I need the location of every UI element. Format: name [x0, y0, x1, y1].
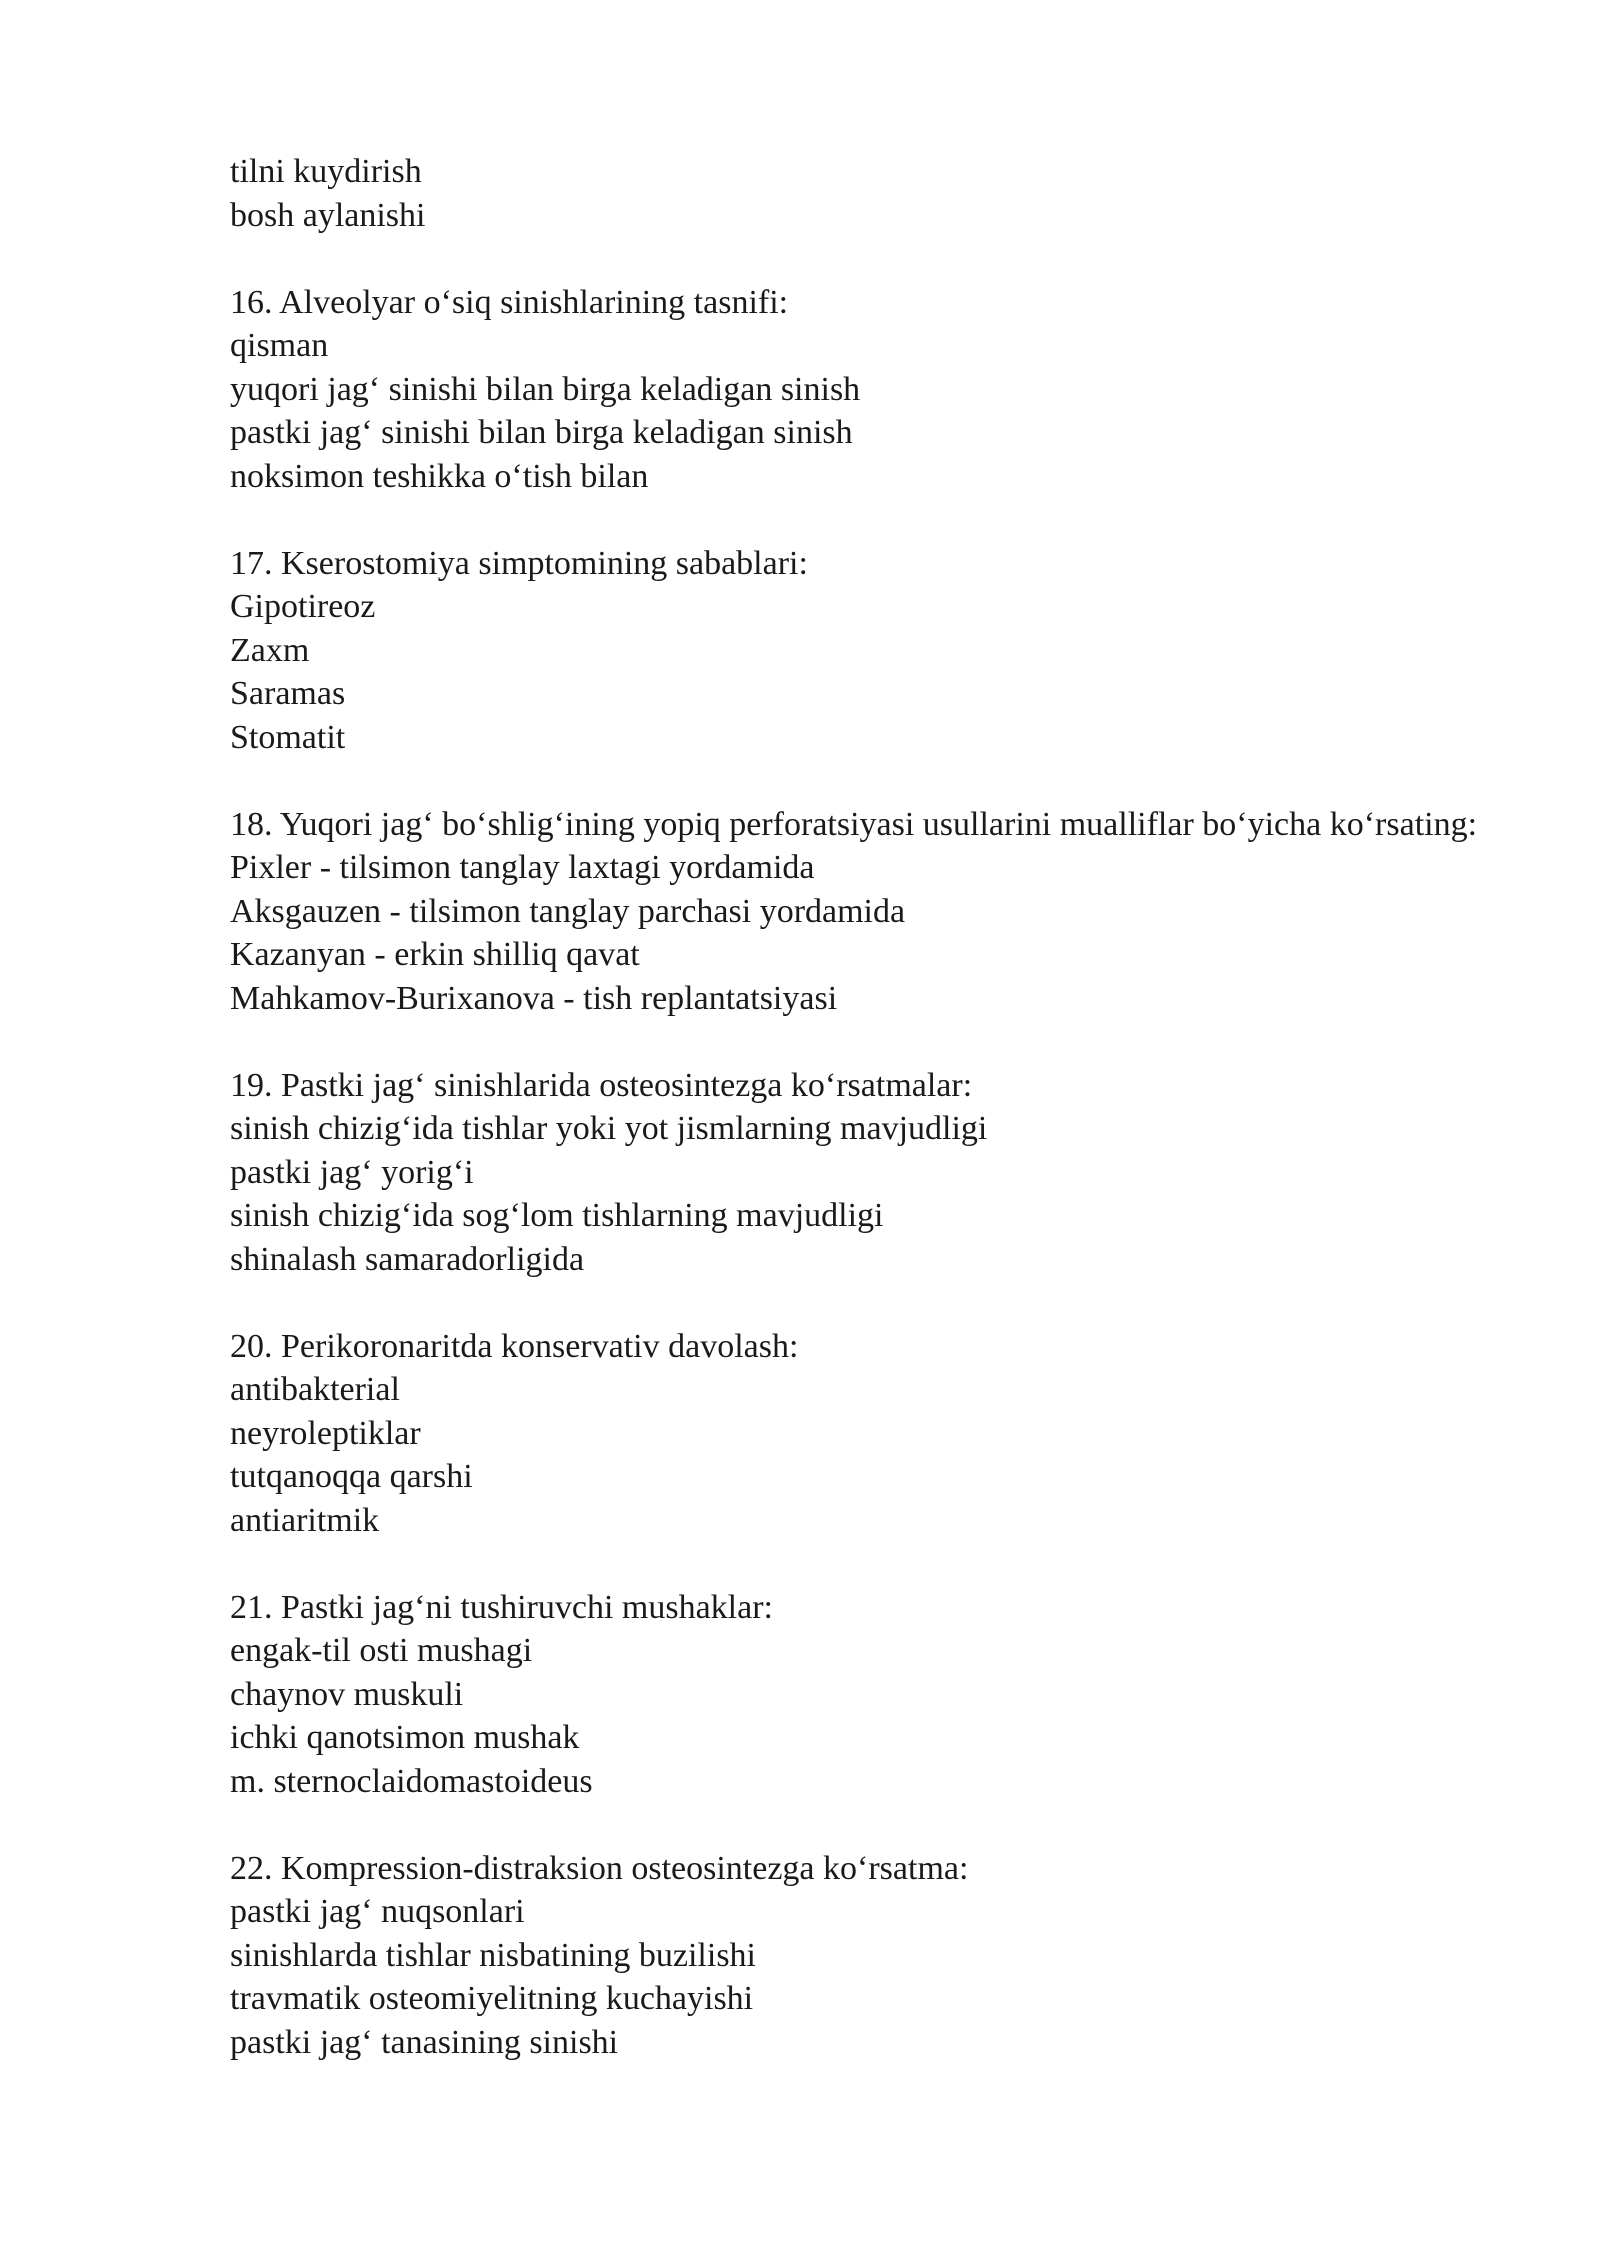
- question-block-21: [230, 1586, 1480, 1804]
- answer-option: neyroleptiklar: [230, 1414, 421, 1452]
- answer-option: sinish chizig‘ida tishlar yoki yot jismlarning mavjudligi: [230, 1110, 988, 1147]
- answer-option: Aksgauzen - tilsimon tanglay parchasi yordamida: [230, 892, 906, 930]
- question-block-18: [230, 803, 1480, 1021]
- answer-option: shinalash samaradorligida: [230, 1240, 585, 1278]
- question-text: 21. Pastki jag‘ni tushiruvchi mushaklar:: [230, 1588, 773, 1626]
- question-block-17: [230, 542, 1480, 760]
- answer-option: chaynov muskuli: [230, 1675, 464, 1713]
- answer-option: m. sternoclaidomastoideus: [230, 1762, 593, 1800]
- answer-option: antiaritmik: [230, 1501, 380, 1539]
- question-block-22: [230, 1847, 1480, 2065]
- answer-option: tutqanoqqa qarshi: [230, 1458, 473, 1495]
- answer-option: Kazanyan - erkin shilliq qavat: [230, 936, 640, 973]
- document-page: [230, 150, 1480, 2064]
- intro-line: bosh aylanishi: [230, 196, 426, 234]
- question-text: 20. Perikoronaritda konservativ davolash:: [230, 1327, 799, 1365]
- answer-option: pastki jag‘ tanasining sinishi: [230, 2023, 619, 2061]
- question-text: 17. Kserostomiya simptomining sabablari:: [230, 544, 808, 582]
- question-block-20: [230, 1325, 1480, 1543]
- answer-option: yuqori jag‘ sinishi bilan birga keladigan sinish: [230, 370, 861, 408]
- answer-option: pastki jag‘ sinishi bilan birga keladigan sinish: [230, 414, 853, 451]
- answer-option: travmatik osteomiyelitning kuchayishi: [230, 1980, 754, 2017]
- answer-option: Stomatit: [230, 718, 346, 756]
- question-text: 16. Alveolyar o‘siq sinishlarining tasnifi:: [230, 283, 789, 321]
- answer-option: Zaxm: [230, 631, 310, 669]
- answer-option: pastki jag‘ yorig‘i: [230, 1153, 474, 1191]
- answer-option: antibakterial: [230, 1371, 400, 1408]
- answer-option: Gipotireoz: [230, 588, 376, 625]
- answer-option: ichki qanotsimon mushak: [230, 1719, 580, 1756]
- intro-line: tilni kuydirish: [230, 153, 422, 190]
- answer-option: pastki jag‘ nuqsonlari: [230, 1893, 525, 1930]
- answer-option: Mahkamov-Burixanova - tish replantatsiyasi: [230, 979, 838, 1017]
- question-text: 19. Pastki jag‘ sinishlarida osteosintezga ko‘rsatmalar:: [230, 1066, 973, 1104]
- question-block-16: [230, 281, 1480, 499]
- answer-option: Saramas: [230, 675, 346, 712]
- intro-block: [230, 150, 1480, 237]
- answer-option: qisman: [230, 327, 329, 364]
- question-text: 18. Yuqori jag‘ bo‘shlig‘ining yopiq perforatsiyasi usullarini mualliflar bo‘yicha ko‘rsating:: [230, 805, 1478, 843]
- question-block-19: [230, 1064, 1480, 1282]
- answer-option: noksimon teshikka o‘tish bilan: [230, 457, 649, 495]
- answer-option: engak-til osti mushagi: [230, 1632, 533, 1669]
- answer-option: sinish chizig‘ida sog‘lom tishlarning mavjudligi: [230, 1197, 884, 1234]
- question-text: 22. Kompression-distraksion osteosintezga ko‘rsatma:: [230, 1849, 969, 1887]
- answer-option: sinishlarda tishlar nisbatining buzilishi: [230, 1936, 757, 1974]
- answer-option: Pixler - tilsimon tanglay laxtagi yordamida: [230, 849, 815, 886]
